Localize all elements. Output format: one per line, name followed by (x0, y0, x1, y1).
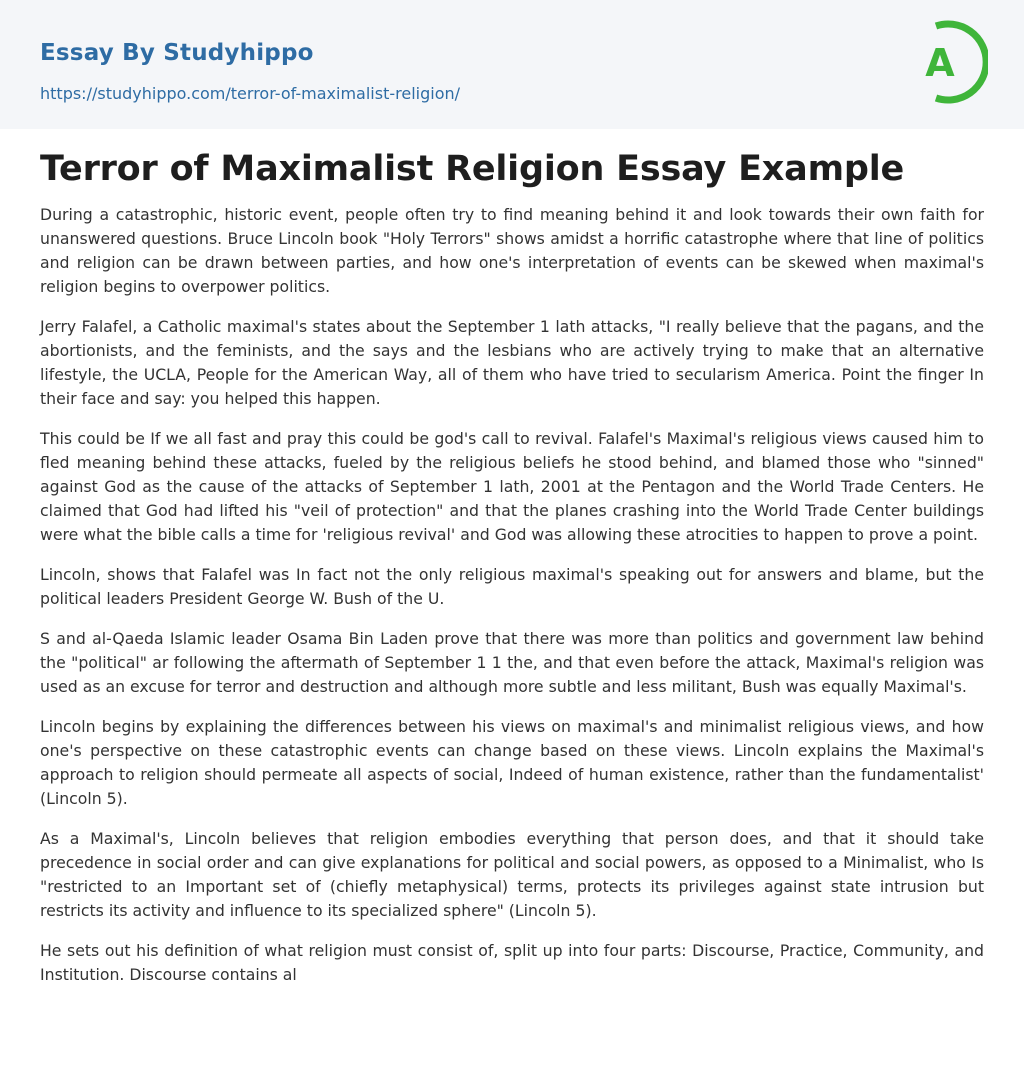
essay-paragraph: This could be If we all fast and pray this could be god's call to revival. Falafel's Maximal's religious views caused him to fled meaning behind these attacks, fueled by the religious beliefs he stood behind, and blamed those who "sinned" against God as the cause of the attacks of September 1 lath, 2001 at the Pentagon and the World Trade Centers. He claimed that God had lifted his "veil of protection" and that the planes crashing into the World Trade Center buildings were what the bible calls a time for 'religious revival' and God was allowing these atrocities to happen to prove a point. (40, 429, 984, 544)
site-header (0, 0, 1024, 129)
essay-content (40, 129, 984, 1003)
essay-body (40, 203, 984, 987)
studyhippo-logo-icon[interactable] (908, 18, 988, 106)
essay-paragraph: During a catastrophic, historic event, people often try to find meaning behind it and look towards their own faith for unanswered questions. Bruce Lincoln book "Holy Terrors" shows amidst a horrific catastrophe where that line of politics and religion can be drawn between parties, and how one's interpretation of events can be skewed when maximal's religion begins to overpower politics. (40, 205, 984, 296)
essay-paragraph: Lincoln begins by explaining the differences between his views on maximal's and minimalist religious views, and how one's perspective on these catastrophic events can change based on these views. Lincoln explains the Maximal's approach to religion should permeate all aspects of social, Indeed of human existence, rather than the fundamentalist' (Lincoln 5). (40, 717, 984, 808)
logo-letter: A (925, 41, 955, 85)
essay-paragraph: Jerry Falafel, a Catholic maximal's states about the September 1 lath attacks, "I really believe that the pagans, and the abortionists, and the feminists, and the says and the lesbians who are actively trying to make that an alternative lifestyle, the UCLA, People for the American Way, all of them who have tried to secularism America. Point the finger In their face and say: you helped this happen. (40, 317, 984, 408)
page-title: Terror of Maximalist Religion Essay Example (40, 149, 905, 189)
essay-paragraph: He sets out his definition of what religion must consist of, split up into four parts: Discourse, Practice, Community, and Institution. Discourse contains al (40, 941, 984, 984)
essay-paragraph: As a Maximal's, Lincoln believes that religion embodies everything that person does, and that it should take precedence in social order and can give explanations for political and social powers, as opposed to a Minimalist, who Is "restricted to an Important set of (chiefly metaphysical) terms, protects its privileges against state intrusion but restricts its activity and influence to its specialized sphere" (Lincoln 5). (40, 829, 984, 920)
source-url-link[interactable]: https://studyhippo.com/terror-of-maximalist-religion/ (40, 84, 461, 103)
essay-paragraph: S and al-Qaeda Islamic leader Osama Bin Laden prove that there was more than politics and government law behind the "political" ar following the aftermath of September 1 1 the, and that even before the attack, Maximal's religion was used as an excuse for terror and destruction and although more subtle and less militant, Bush was equally Maximal's. (40, 629, 984, 696)
essay-paragraph: Lincoln, shows that Falafel was In fact not the only religious maximal's speaking out for answers and blame, but the political leaders President George W. Bush of the U. (40, 565, 984, 608)
brand-title[interactable]: Essay By Studyhippo (40, 40, 314, 66)
